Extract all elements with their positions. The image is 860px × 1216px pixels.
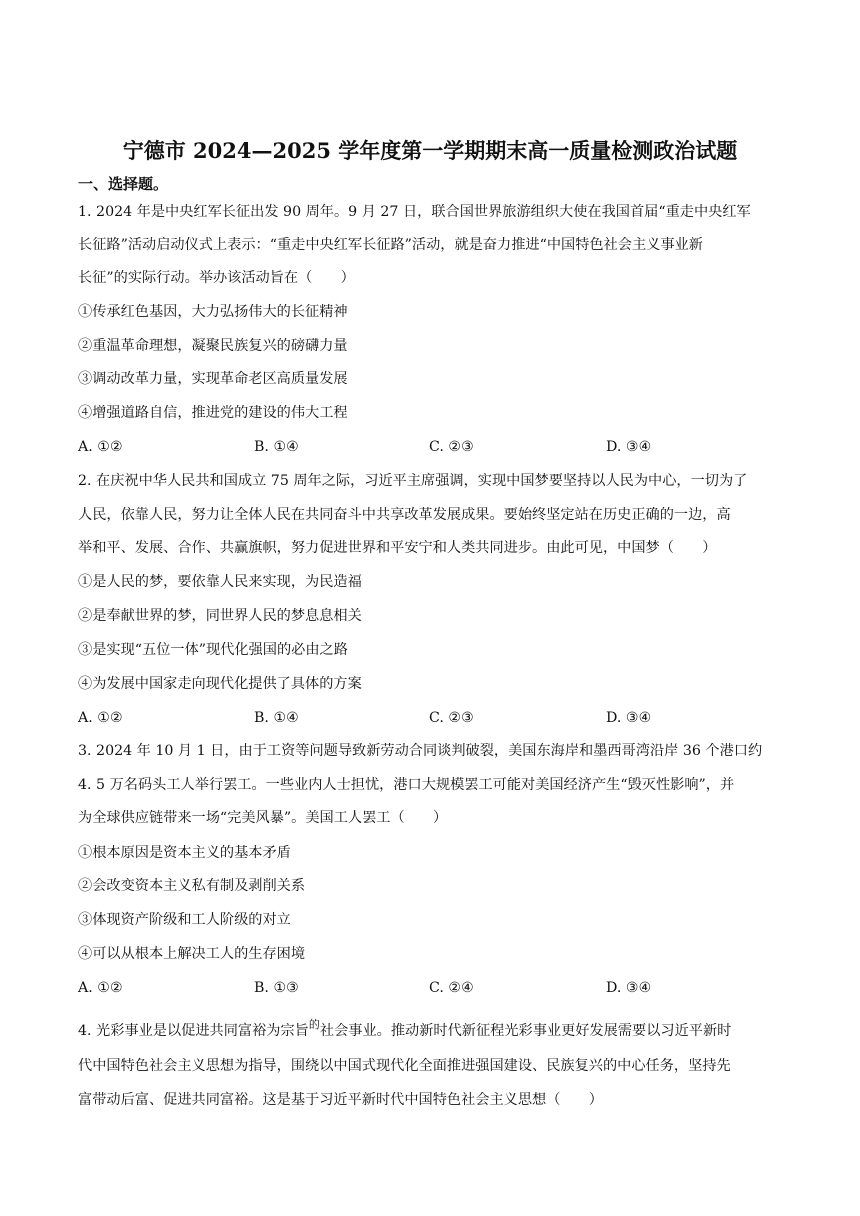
question-1-option-b: B. ①④ bbox=[254, 439, 299, 455]
question-1-statement: ①传承红色基因，大力弘扬伟大的长征精神 bbox=[78, 304, 348, 320]
question-3-stem-line: 4. 5 万名码头工人举行罢工。一些业内人士担忧，港口大规模罢工可能对美国经济产生“毁灭性影响”，并 bbox=[78, 777, 735, 793]
question-1-statement: ②重温革命理想，凝聚民族复兴的磅礴力量 bbox=[78, 338, 348, 354]
question-1-stem-line: 1. 2024 年是中央红军长征出发 90 周年。9 月 27 日，联合国世界旅游组织大使在我国首届“重走中央红军 bbox=[78, 204, 751, 220]
question-3-statement: ④可以从根本上解决工人的生存困境 bbox=[78, 946, 306, 962]
question-2-statement: ①是人民的梦，要依靠人民来实现，为民造福 bbox=[78, 574, 362, 590]
question-4-stem-part: 社会事业。推动新时代新征程光彩事业更好发展需要以习近平新时 bbox=[319, 1023, 732, 1039]
question-2-option-c: C. ②③ bbox=[429, 710, 474, 726]
question-4-stem-line: 代中国特色社会主义思想为指导，围绕以中国式现代化全面推进强国建设、民族复兴的中心任务，坚持先 bbox=[78, 1058, 731, 1074]
question-2-option-b: B. ①④ bbox=[254, 710, 299, 726]
question-4-stem-line: 富带动后富、促进共同富裕。这是基于习近平新时代中国特色社会主义思想（ ） bbox=[78, 1092, 603, 1108]
question-1-option-d: D. ③④ bbox=[606, 439, 652, 455]
question-3-option-c: C. ②④ bbox=[429, 980, 474, 996]
question-3-statement: ②会改变资本主义私有制及剥削关系 bbox=[78, 878, 306, 894]
question-1-statement: ③调动改革力量，实现革命老区高质量发展 bbox=[78, 371, 348, 387]
section-heading: 一、选择题。 bbox=[78, 175, 169, 193]
question-3-statement: ③体现资产阶级和工人阶级的对立 bbox=[78, 912, 291, 928]
question-1-option-c: C. ②③ bbox=[429, 439, 474, 455]
page-title: 宁德市 2024—2025 学年度第一学期期末高一质量检测政治试题 bbox=[122, 138, 738, 163]
question-2-option-d: D. ③④ bbox=[606, 710, 652, 726]
question-1-option-a: A. ①② bbox=[78, 439, 123, 455]
question-3-statement: ①根本原因是资本主义的基本矛盾 bbox=[78, 845, 291, 861]
question-2-statement: ③是实现“五位一体”现代化强国的必由之路 bbox=[78, 642, 348, 658]
question-1-stem-line: 长征路”活动启动仪式上表示：“重走中央红军长征路”活动，就是奋力推进“中国特色社会主义事业新 bbox=[78, 237, 703, 253]
question-2-stem-line: 2. 在庆祝中华人民共和国成立 75 周年之际，习近平主席强调，实现中国梦要坚持以人民为中心，一切为了 bbox=[78, 473, 748, 489]
question-1-statement: ④增强道路自信，推进党的建设的伟大工程 bbox=[78, 405, 348, 421]
question-3-option-b: B. ①③ bbox=[254, 980, 299, 996]
question-2-statement: ④为发展中国家走向现代化提供了具体的方案 bbox=[78, 676, 362, 692]
question-3-stem-line: 3. 2024 年 10 月 1 日，由于工资等问题导致新劳动合同谈判破裂，美国东海岸和墨西哥湾沿岸 36 个港口约 bbox=[78, 743, 763, 759]
question-3-stem-line: 为全球供应链带来一场“完美风暴”。美国工人罢工（ ） bbox=[78, 810, 448, 826]
question-3-option-a: A. ①② bbox=[78, 980, 123, 996]
question-2-stem-line: 人民，依靠人民，努力让全体人民在共同奋斗中共享改革发展成果。要始终坚定站在历史正确的一边，高 bbox=[78, 507, 731, 523]
question-4-stem-part: 4. 光彩事业是以促进共同富裕为宗旨 bbox=[78, 1023, 309, 1039]
question-1-stem-line: 长征”的实际行动。举办该活动旨在（ ） bbox=[78, 270, 355, 286]
question-2-statement: ②是奉献世界的梦，同世界人民的梦息息相关 bbox=[78, 608, 362, 624]
question-2-stem-line: 举和平、发展、合作、共赢旗帜，努力促进世界和平安宁和人类共同进步。由此可见，中国梦（ ） bbox=[78, 540, 717, 556]
question-4-stem-line bbox=[78, 1019, 788, 1044]
question-4-raised-char: 的 bbox=[308, 1018, 320, 1031]
question-2-option-a: A. ①② bbox=[78, 710, 123, 726]
question-3-option-d: D. ③④ bbox=[606, 980, 652, 996]
